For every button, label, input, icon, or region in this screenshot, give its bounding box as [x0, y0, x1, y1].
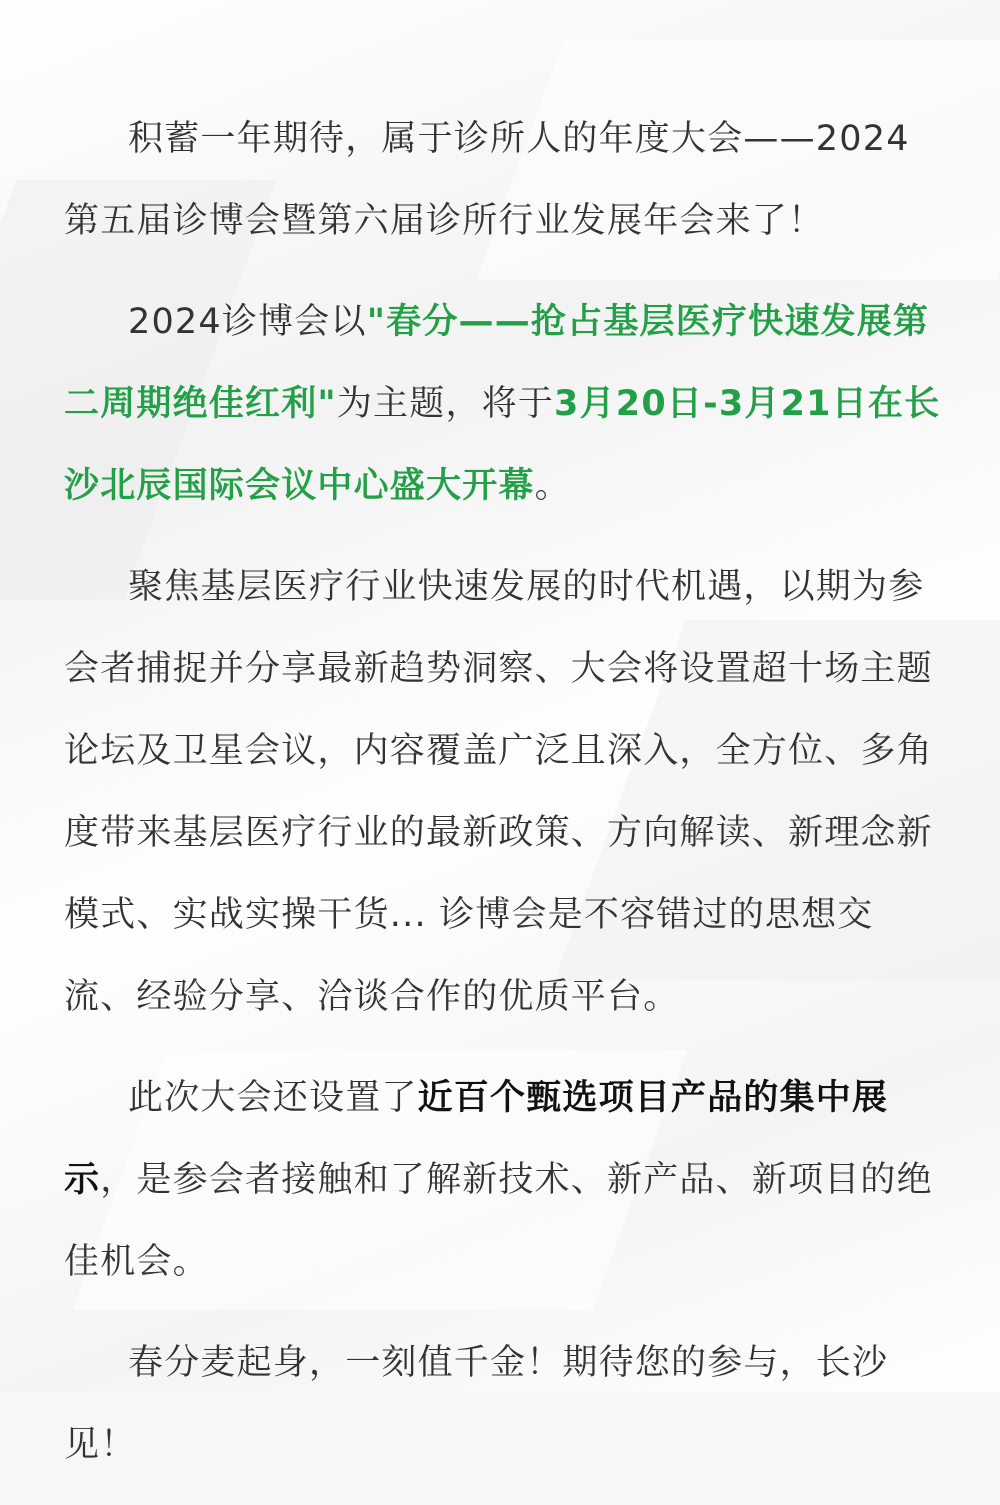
text-segment: ，是参会者接触和了解新技术、新产品、新项目的绝佳机会。	[64, 1160, 933, 1282]
highlight-theme: "春分——抢占基层医疗快速发展第二周期绝佳红利"	[64, 302, 930, 424]
paragraph-announcement	[64, 98, 944, 262]
text-segment: 积蓄一年期待，属于诊所人的年度大会——2024第五届诊博会暨第六届诊所行业发展年会来了！	[64, 119, 910, 241]
text-segment: 此次大会还设置了	[128, 1078, 418, 1118]
highlight-exhibition: 近百个甄选项目产品的集中展示	[64, 1078, 889, 1200]
text-segment: 2024诊博会以	[128, 302, 367, 342]
paragraph-exhibition	[64, 1057, 944, 1303]
paragraph-focus	[64, 546, 944, 1038]
article-body	[64, 98, 944, 1505]
text-segment: 为主题，将于	[336, 384, 555, 424]
paragraph-theme	[64, 281, 944, 527]
text-segment: 聚焦基层医疗行业快速发展的时代机遇，以期为参会者捕捉并分享最新趋势洞察、大会将设置超十场主题论坛及卫星会议，内容覆盖广泛且深入，全方位、多角度带来基层医疗行业的最新政策、方向解读、新理念新模式、实战实操干货... 诊博会是不容错过的思想交流、经验分享、洽谈合作的优质平台。	[64, 567, 933, 1017]
text-segment: 春分麦起身，一刻值千金！期待您的参与，长沙见！	[64, 1343, 889, 1465]
highlight-date-venue: 3月20日-3月21日在长沙北辰国际会议中心盛大开幕	[64, 384, 941, 506]
text-segment: 。	[534, 466, 571, 506]
paragraph-closing	[64, 1322, 944, 1486]
